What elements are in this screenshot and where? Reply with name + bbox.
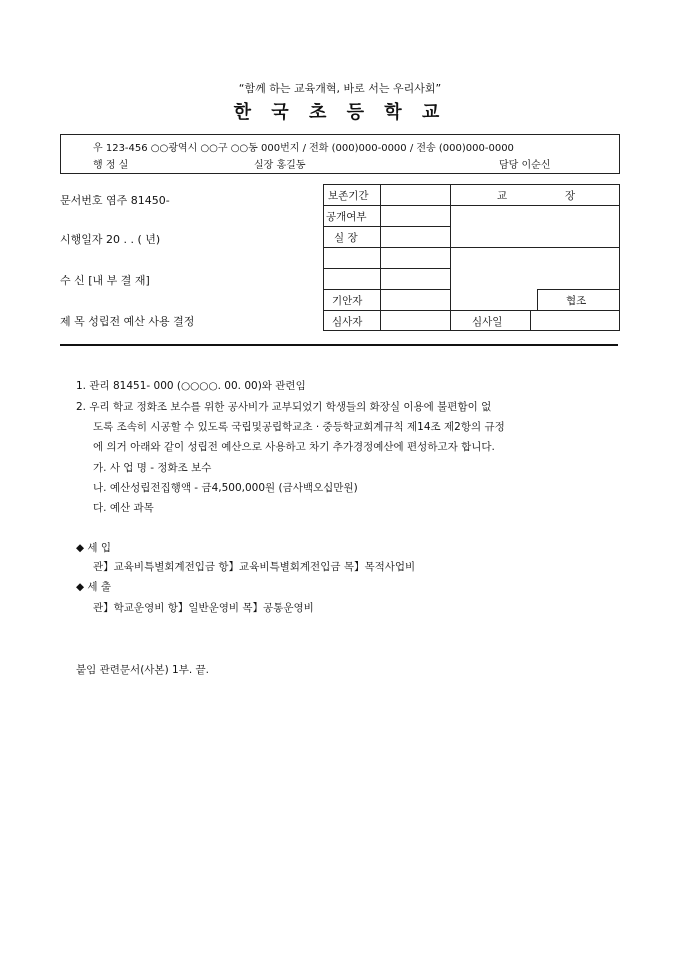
divider	[60, 344, 618, 346]
label-principal-2: 장	[565, 190, 576, 202]
manager-name: 담당 이순신	[499, 160, 551, 171]
subject: 제 목 성립전 예산 사용 결정	[60, 315, 195, 328]
exec-date: 시행일자 20 . . ( 년)	[60, 233, 161, 246]
label-reviewer: 심사자	[332, 316, 363, 328]
department: 행 정 실	[93, 160, 129, 171]
label-principal-1: 교	[497, 190, 508, 202]
item-2-line-2: 도록 조속히 시공할 수 있도록 국립및공립학교초 · 중등학교회계규칙 제14조 제2항의 규정	[93, 421, 505, 433]
sub-item-na: 나. 예산성립전집행액 - 금4,500,000원 (금사백오십만원)	[93, 482, 358, 494]
label-cooperation: 협조	[566, 295, 587, 307]
recipient: 수 신 [내 부 결 재]	[60, 274, 150, 287]
revenue-heading: ◆ 세 입	[76, 542, 112, 554]
doc-number: 문서번호 염주 81450-	[60, 194, 170, 207]
label-review-date: 심사일	[472, 316, 503, 328]
attachment-note: 붙임 관련문서(사본) 1부. 끝.	[76, 664, 209, 676]
address-box	[60, 134, 620, 174]
approval-left-block	[323, 184, 451, 331]
school-name: 한 국 초 등 학 교	[233, 102, 447, 123]
slogan: “함께 하는 교육개혁, 바로 서는 우리사회”	[238, 82, 442, 95]
address-line: 우 123-456 ○○광역시 ○○구 ○○동 000번지 / 전화 (000)000-0000 / 전송 (000)000-0000	[93, 143, 514, 154]
item-1: 1. 관리 81451- 000 (○○○○. 00. 00)와 관련임	[76, 380, 306, 392]
label-disclosure: 공개여부	[326, 211, 367, 223]
sub-item-ga: 가. 사 업 명 - 정화조 보수	[93, 462, 212, 474]
item-2-line-3: 에 의거 아래와 같이 성립전 예산으로 사용하고 차기 추가경정예산에 편성하고자 합니다.	[93, 441, 495, 453]
approval-right-block	[450, 184, 620, 331]
item-2-line-1: 2. 우리 학교 정화조 보수를 위한 공사비가 교부되었기 학생들의 화장실 이용에 불편함이 없	[76, 401, 492, 413]
revenue-detail: 관】교육비특별회계전입금 항】교육비특별회계전입금 목】목적사업비	[93, 561, 416, 573]
expense-heading: ◆ 세 출	[76, 581, 112, 593]
chief-name: 실장 홍길동	[254, 160, 306, 171]
expense-detail: 관】학교운영비 항】일반운영비 목】공통운영비	[93, 602, 314, 614]
label-retention: 보존기간	[328, 190, 369, 202]
label-drafter: 기안자	[332, 295, 363, 307]
label-chief: 실 장	[334, 232, 358, 244]
sub-item-da: 다. 예산 과목	[93, 502, 154, 514]
